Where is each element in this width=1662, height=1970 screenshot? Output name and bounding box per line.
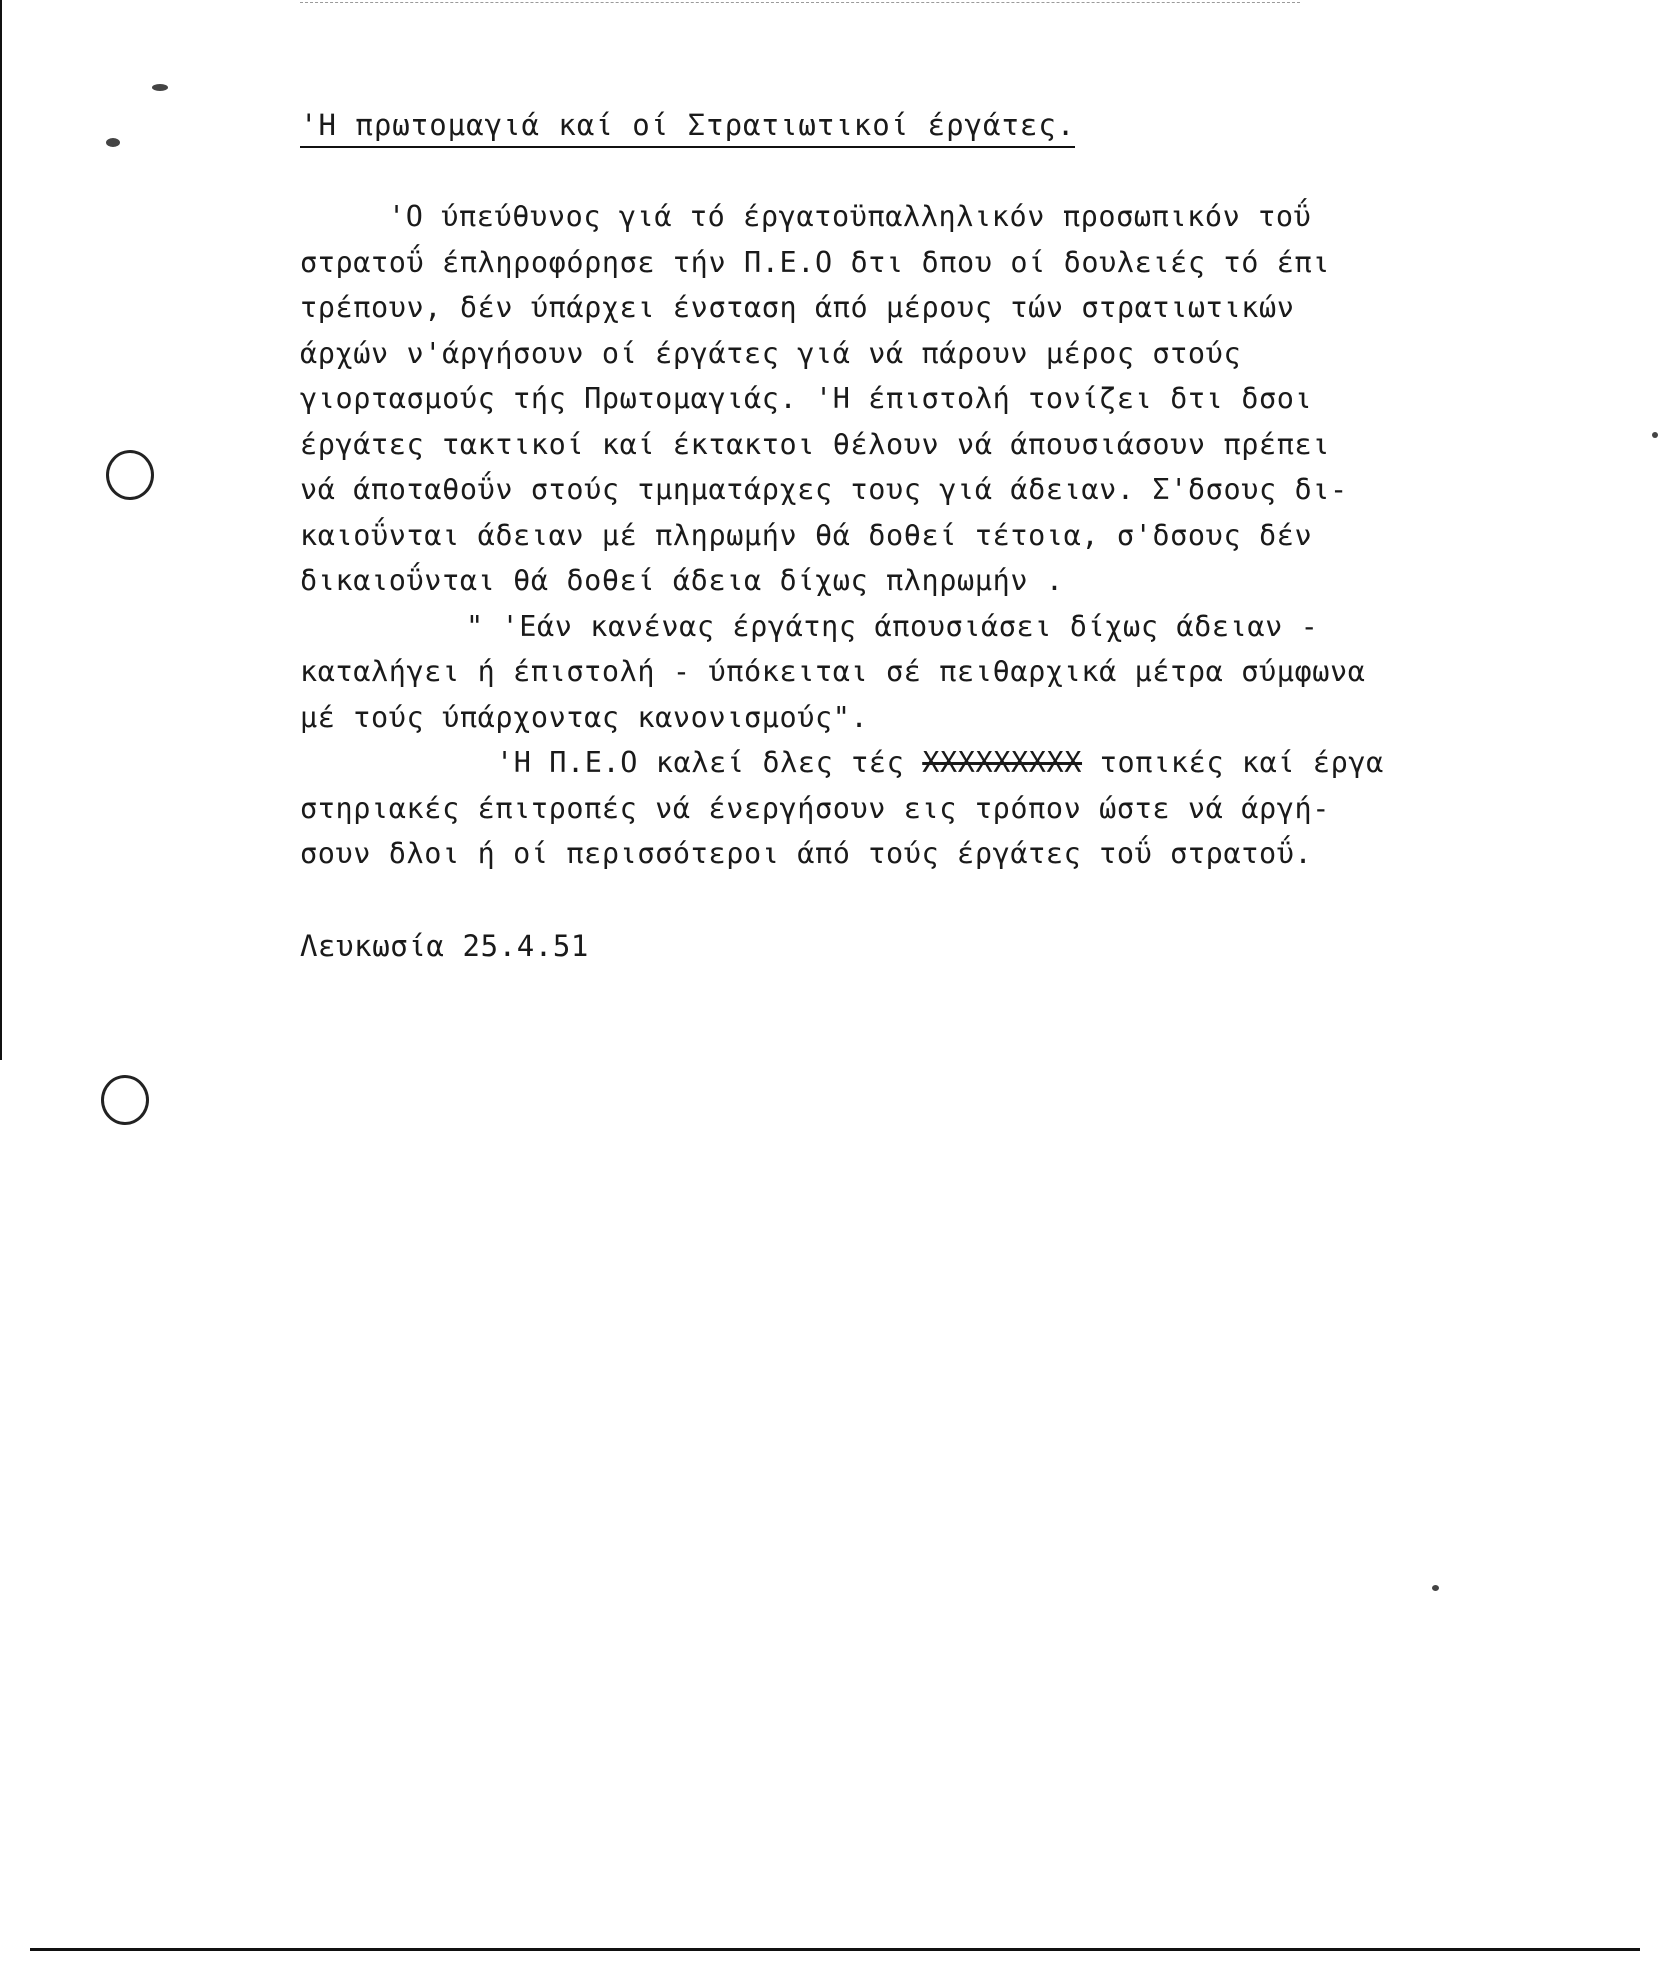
paragraph-1 <box>300 194 1550 604</box>
scan-speck <box>1652 432 1658 438</box>
text-line: 'Ο ύπεύθυνος γιά τό έργατοϋπαλληλικόν προσωπικόν τοΰ <box>388 200 1312 233</box>
punch-hole-icon <box>106 450 154 500</box>
text-line: στηριακές έπιτροπές νά ένεργήσουν εις τρόπον ώστε νά άργή- <box>300 791 1330 825</box>
document-body <box>300 108 1550 963</box>
text-line: καταλήγει ή έπιστολή - ύπόκειται σέ πειθαρχικά μέτρα σύμφωνα <box>300 655 1366 688</box>
text-line: στρατοΰ έπληροφόρησε τήν Π.Ε.Ο δτι δπου οί δουλειές τό έπι <box>300 245 1330 279</box>
text-segment: τοπικές καί έργα <box>1082 746 1384 779</box>
paragraph-3 <box>300 740 1550 877</box>
text-line: έργάτες τακτικοί καί έκτακτοι θέλουν νά άπουσιάσουν πρέπει <box>300 427 1330 461</box>
place-date: Λευκωσία 25.4.51 <box>300 928 589 963</box>
text-line: σουν δλοι ή οί περισσότεροι άπό τούς έργάτες τοΰ στρατοΰ. <box>300 837 1313 870</box>
punch-hole-icon <box>101 1075 149 1125</box>
scan-bottom-edge <box>30 1948 1640 1951</box>
text-line: δικαιοΰνται θά δοθεί άδεια δίχως πληρωμήν . <box>300 564 1064 597</box>
scan-speck <box>1432 1585 1439 1591</box>
text-line: μέ τούς ύπάρχοντας κανονισμούς". <box>300 700 869 734</box>
text-line: καιοΰνται άδειαν μέ πληρωμήν θά δοθεί τέτοια, σ'δσους δέν <box>300 518 1313 552</box>
paragraph-2 <box>300 604 1550 741</box>
text-line: τρέπουν, δέν ύπάρχει ένσταση άπό μέρους τών στρατιωτικών <box>300 291 1295 324</box>
text-line: γιορτασμούς τής Πρωτομαγιάς. 'Η έπιστολή τονίζει δτι δσοι <box>300 382 1313 415</box>
scan-speck <box>152 84 168 91</box>
scan-top-edge <box>300 2 1300 4</box>
text-line: άρχών ν'άργήσουν οί έργάτες γιά νά πάρουν μέρος στούς <box>300 336 1242 370</box>
text-line: νά άποταθοΰν στούς τμηματάρχες τους γιά άδειαν. Σ'δσους δι- <box>300 473 1348 506</box>
text-line <box>300 740 1550 786</box>
scan-left-edge <box>0 0 2 1060</box>
scan-speck <box>106 138 120 147</box>
text-line: " 'Εάν κανένας έργάτης άπουσιάσει δίχως άδειαν - <box>466 609 1319 643</box>
text-segment: 'Η Π.Ε.Ο καλεί δλες τές <box>496 746 923 779</box>
struck-out-text: XXXXXXXXX <box>922 746 1083 779</box>
document-title: 'Η πρωτομαγιά καί οί Στρατιωτικοί έργάτες. <box>300 108 1075 148</box>
